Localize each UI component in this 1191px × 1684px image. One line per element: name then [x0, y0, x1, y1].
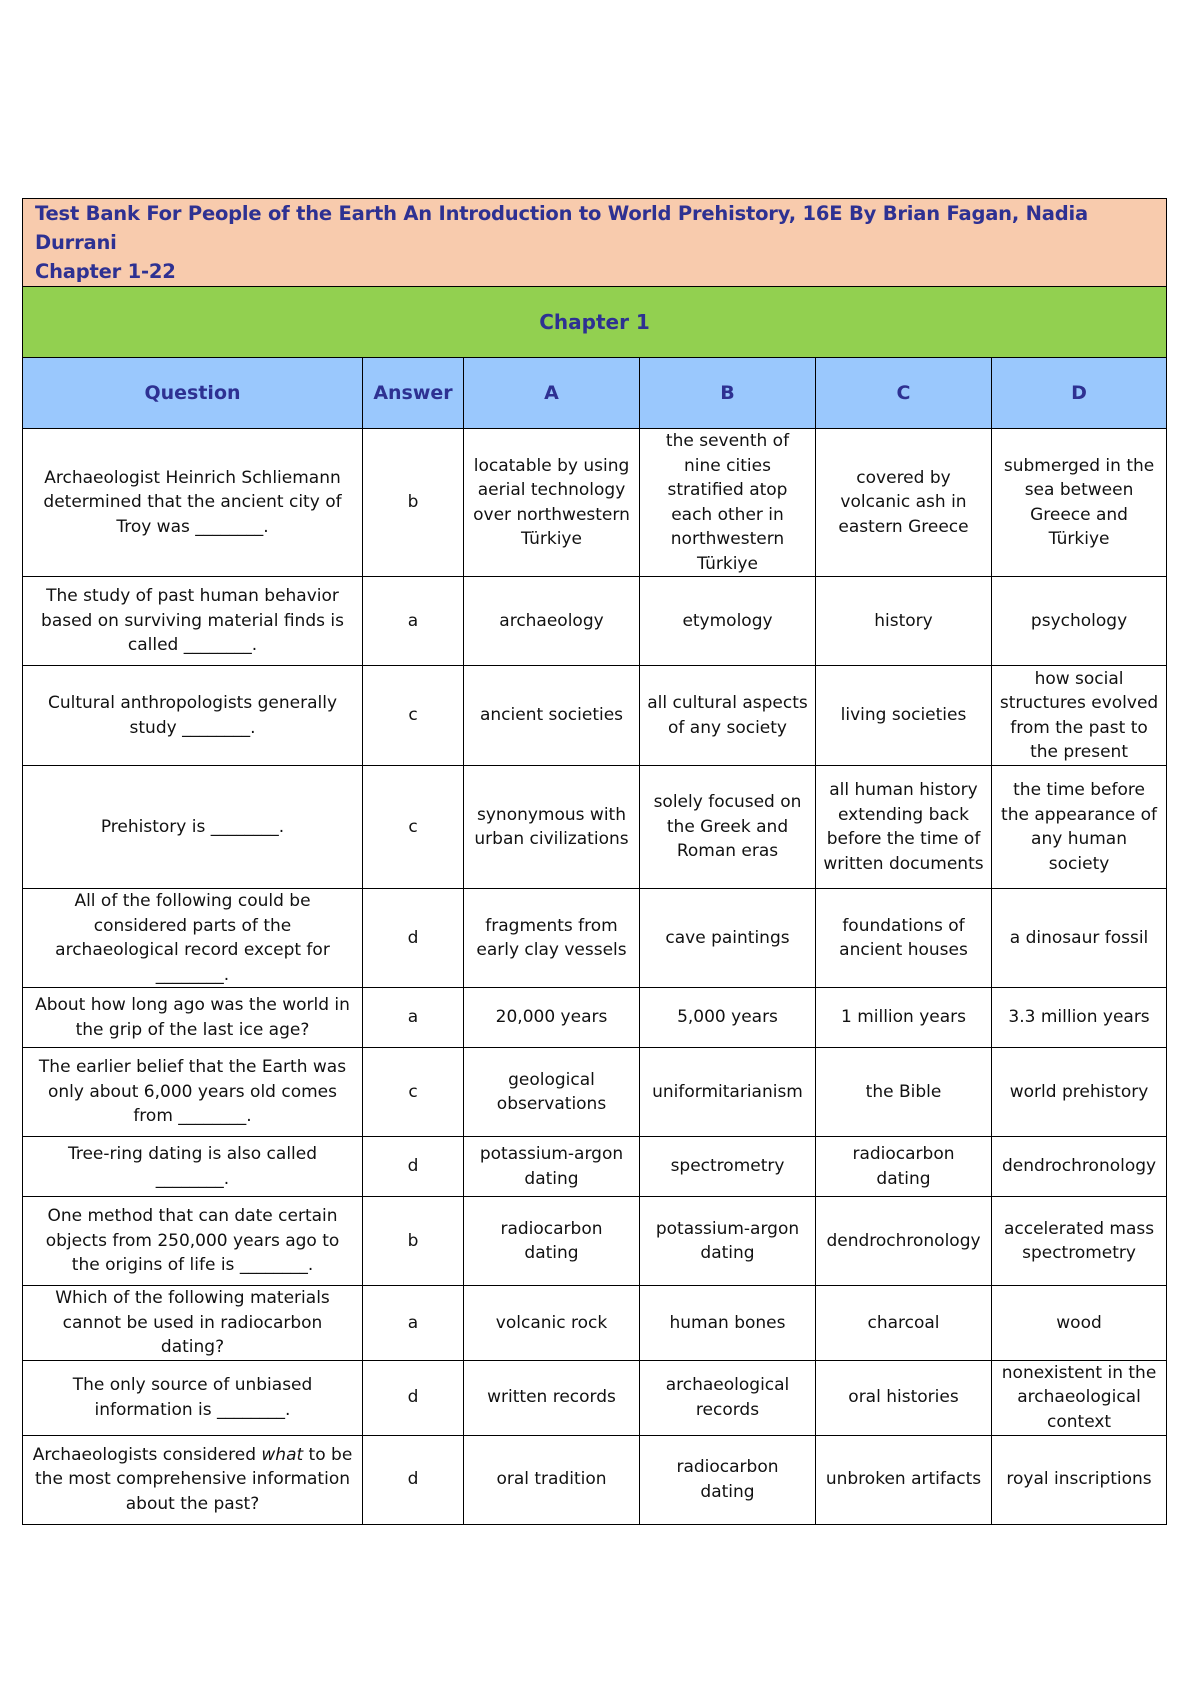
option-d-cell: nonexistent in the archaeological context [992, 1360, 1167, 1435]
question-cell: Which of the following materials cannot be used in radiocarbon dating? [23, 1286, 363, 1361]
option-d-cell: submerged in the sea between Greece and Türkiye [992, 429, 1167, 577]
option-a-cell: archaeology [464, 577, 640, 666]
option-b-cell: uniformitarianism [640, 1048, 816, 1137]
test-bank-table [22, 198, 1167, 1525]
option-c-cell: 1 million years [816, 988, 992, 1048]
question-row-12 [23, 1435, 1167, 1524]
option-c-cell: the Bible [816, 1048, 992, 1137]
question-row-7 [23, 1048, 1167, 1137]
question-cell: All of the following could be considered parts of the archaeological record except for ________. [23, 889, 363, 988]
option-c-cell: history [816, 577, 992, 666]
option-c-cell: covered by volcanic ash in eastern Greece [816, 429, 992, 577]
question-cell: Tree-ring dating is also called ________. [23, 1137, 363, 1197]
option-b-cell: spectrometry [640, 1137, 816, 1197]
option-b-cell: all cultural aspects of any society [640, 666, 816, 766]
chapter-row [23, 287, 1167, 358]
header-c: C [816, 358, 992, 429]
question-cell: The study of past human behavior based on surviving material finds is called ________. [23, 577, 363, 666]
document-title: Test Bank For People of the Earth An Introduction to World Prehistory, 16E By Brian Fagan, Nadia Durrani [35, 202, 1088, 254]
question-row-9 [23, 1197, 1167, 1286]
option-c-cell: living societies [816, 666, 992, 766]
answer-cell: d [363, 1137, 464, 1197]
document-subtitle: Chapter 1-22 [35, 260, 176, 283]
option-d-cell: a dinosaur fossil [992, 889, 1167, 988]
option-d-cell: accelerated mass spectrometry [992, 1197, 1167, 1286]
option-d-cell: how social structures evolved from the past to the present [992, 666, 1167, 766]
header-question: Question [23, 358, 363, 429]
option-d-cell: dendrochronology [992, 1137, 1167, 1197]
option-a-cell: 20,000 years [464, 988, 640, 1048]
question-cell: The earlier belief that the Earth was only about 6,000 years old comes from ________. [23, 1048, 363, 1137]
option-b-cell: 5,000 years [640, 988, 816, 1048]
option-d-cell: royal inscriptions [992, 1435, 1167, 1524]
question-cell [23, 1435, 363, 1524]
option-d-cell: the time before the appearance of any human society [992, 766, 1167, 889]
question-cell: Cultural anthropologists generally study ________. [23, 666, 363, 766]
question-row-6 [23, 988, 1167, 1048]
question-cell: Prehistory is ________. [23, 766, 363, 889]
option-b-cell: cave paintings [640, 889, 816, 988]
question-row-1 [23, 429, 1167, 577]
question-row-10 [23, 1286, 1167, 1361]
option-a-cell: volcanic rock [464, 1286, 640, 1361]
option-a-cell: written records [464, 1360, 640, 1435]
question-cell: Archaeologist Heinrich Schliemann determined that the ancient city of Troy was ________. [23, 429, 363, 577]
title-cell [23, 199, 1167, 287]
answer-cell: a [363, 988, 464, 1048]
answer-cell: c [363, 1048, 464, 1137]
option-a-cell: oral tradition [464, 1435, 640, 1524]
option-d-cell: psychology [992, 577, 1167, 666]
header-answer: Answer [363, 358, 464, 429]
title-row [23, 199, 1167, 287]
option-c-cell: foundations of ancient houses [816, 889, 992, 988]
chapter-heading: Chapter 1 [23, 287, 1167, 358]
answer-cell: c [363, 666, 464, 766]
option-c-cell: oral histories [816, 1360, 992, 1435]
option-b-cell: human bones [640, 1286, 816, 1361]
answer-cell: a [363, 1286, 464, 1361]
question-row-11 [23, 1360, 1167, 1435]
option-c-cell: dendrochronology [816, 1197, 992, 1286]
question-text-before: Archaeologists considered [32, 1444, 262, 1465]
option-a-cell: ancient societies [464, 666, 640, 766]
option-b-cell: potassium-argon dating [640, 1197, 816, 1286]
option-d-cell: 3.3 million years [992, 988, 1167, 1048]
option-d-cell: world prehistory [992, 1048, 1167, 1137]
column-header-row [23, 358, 1167, 429]
answer-cell: d [363, 889, 464, 988]
answer-cell: c [363, 766, 464, 889]
option-b-cell: the seventh of nine cities stratified atop each other in northwestern Türkiye [640, 429, 816, 577]
option-b-cell: radiocarbon dating [640, 1435, 816, 1524]
header-b: B [640, 358, 816, 429]
test-bank-document [22, 198, 1166, 1525]
option-a-cell: radiocarbon dating [464, 1197, 640, 1286]
option-c-cell: unbroken artifacts [816, 1435, 992, 1524]
question-row-2 [23, 577, 1167, 666]
question-text-after: to be the most comprehensive information about the past? [35, 1444, 353, 1514]
question-row-4 [23, 766, 1167, 889]
option-a-cell: fragments from early clay vessels [464, 889, 640, 988]
question-cell: One method that can date certain objects from 250,000 years ago to the origins of life is ________. [23, 1197, 363, 1286]
header-d: D [992, 358, 1167, 429]
option-a-cell: synonymous with urban civilizations [464, 766, 640, 889]
option-a-cell: potassium-argon dating [464, 1137, 640, 1197]
answer-cell: b [363, 429, 464, 577]
option-c-cell: radiocarbon dating [816, 1137, 992, 1197]
option-d-cell: wood [992, 1286, 1167, 1361]
option-b-cell: etymology [640, 577, 816, 666]
option-b-cell: archaeological records [640, 1360, 816, 1435]
question-cell: The only source of unbiased information is ________. [23, 1360, 363, 1435]
answer-cell: a [363, 577, 464, 666]
question-row-5 [23, 889, 1167, 988]
option-a-cell: locatable by using aerial technology over northwestern Türkiye [464, 429, 640, 577]
option-b-cell: solely focused on the Greek and Roman eras [640, 766, 816, 889]
question-row-3 [23, 666, 1167, 766]
question-cell: About how long ago was the world in the grip of the last ice age? [23, 988, 363, 1048]
option-c-cell: all human history extending back before the time of written documents [816, 766, 992, 889]
answer-cell: b [363, 1197, 464, 1286]
question-row-8 [23, 1137, 1167, 1197]
option-a-cell: geological observations [464, 1048, 640, 1137]
header-a: A [464, 358, 640, 429]
answer-cell: d [363, 1360, 464, 1435]
question-text-emphasis: what [261, 1444, 304, 1465]
answer-cell: d [363, 1435, 464, 1524]
option-c-cell: charcoal [816, 1286, 992, 1361]
